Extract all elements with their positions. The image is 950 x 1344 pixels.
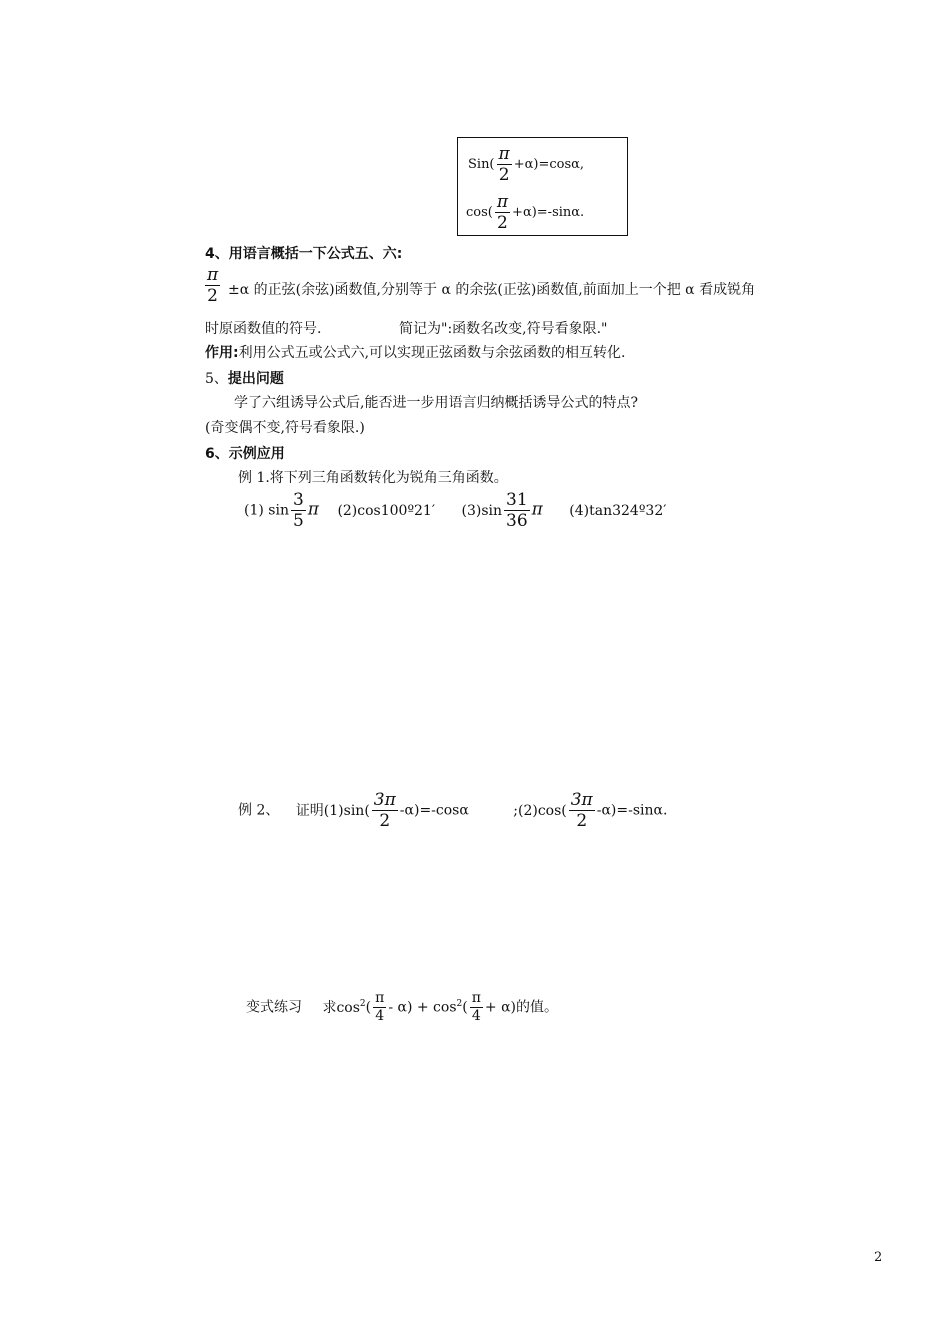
section-4-line-2: 时原函数值的符号. — [205, 321, 322, 337]
section-6-heading: 6、示例应用 — [205, 446, 285, 462]
fraction: $\frac{\pi}{2}$ — [498, 144, 510, 185]
section-4-role: 作用:利用公式五或公式六,可以实现正弦函数与余弦函数的相互转化. — [205, 345, 626, 361]
example-1-items: (1) sin $\frac{3}{5}$ π (2)cos100º21′ (3)sin $\frac{31}{36}$ π (4)tan324º32′ — [244, 490, 667, 531]
section-4-fraction: $\frac{\pi}{2}$ — [207, 265, 219, 306]
section-4-heading: 4、用语言概括一下公式五、六: — [205, 246, 403, 262]
section-5-answer: (奇变偶不变,符号看象限.) — [205, 420, 365, 436]
section-5-heading: 5、提出问题 — [205, 371, 284, 387]
section-5-question: 学了六组诱导公式后,能否进一步用语言归纳概括诱导公式的特点? — [234, 395, 638, 411]
formula-line-2: cos( $\frac{\pi}{2}$ +α)=-sinα. — [466, 192, 585, 233]
variant-exercise: 变式练习 求$\cos^2$( $\frac{\pi}{4}$ - $\alpha) + \cos^2$( $\frac{\pi}{4}$ + α)的值。 — [246, 990, 559, 1024]
formula-box — [457, 137, 628, 236]
example-1-text: 例 1.将下列三角函数转化为锐角三角函数。 — [238, 470, 508, 486]
formula-line-1: Sin( $\frac{\pi}{2}$ +α)=cosα, — [468, 144, 585, 185]
section-4-summary: 简记为":函数名改变,符号看象限." — [399, 321, 608, 337]
section-4-line-1: ±α 的正弦(余弦)函数值,分别等于 α 的余弦(正弦)函数值,前面加上一个把 α 看成锐角 — [228, 282, 756, 298]
fraction: $\frac{\pi}{2}$ — [496, 192, 509, 233]
page-number: 2 — [874, 1250, 883, 1265]
example-2: 例 2、 证明(1)sin( $\frac{3\pi}{2}$ -α)=-cosα ;(2)cos( $\frac{3\pi}{2}$ -α)=-sinα. — [238, 790, 668, 831]
